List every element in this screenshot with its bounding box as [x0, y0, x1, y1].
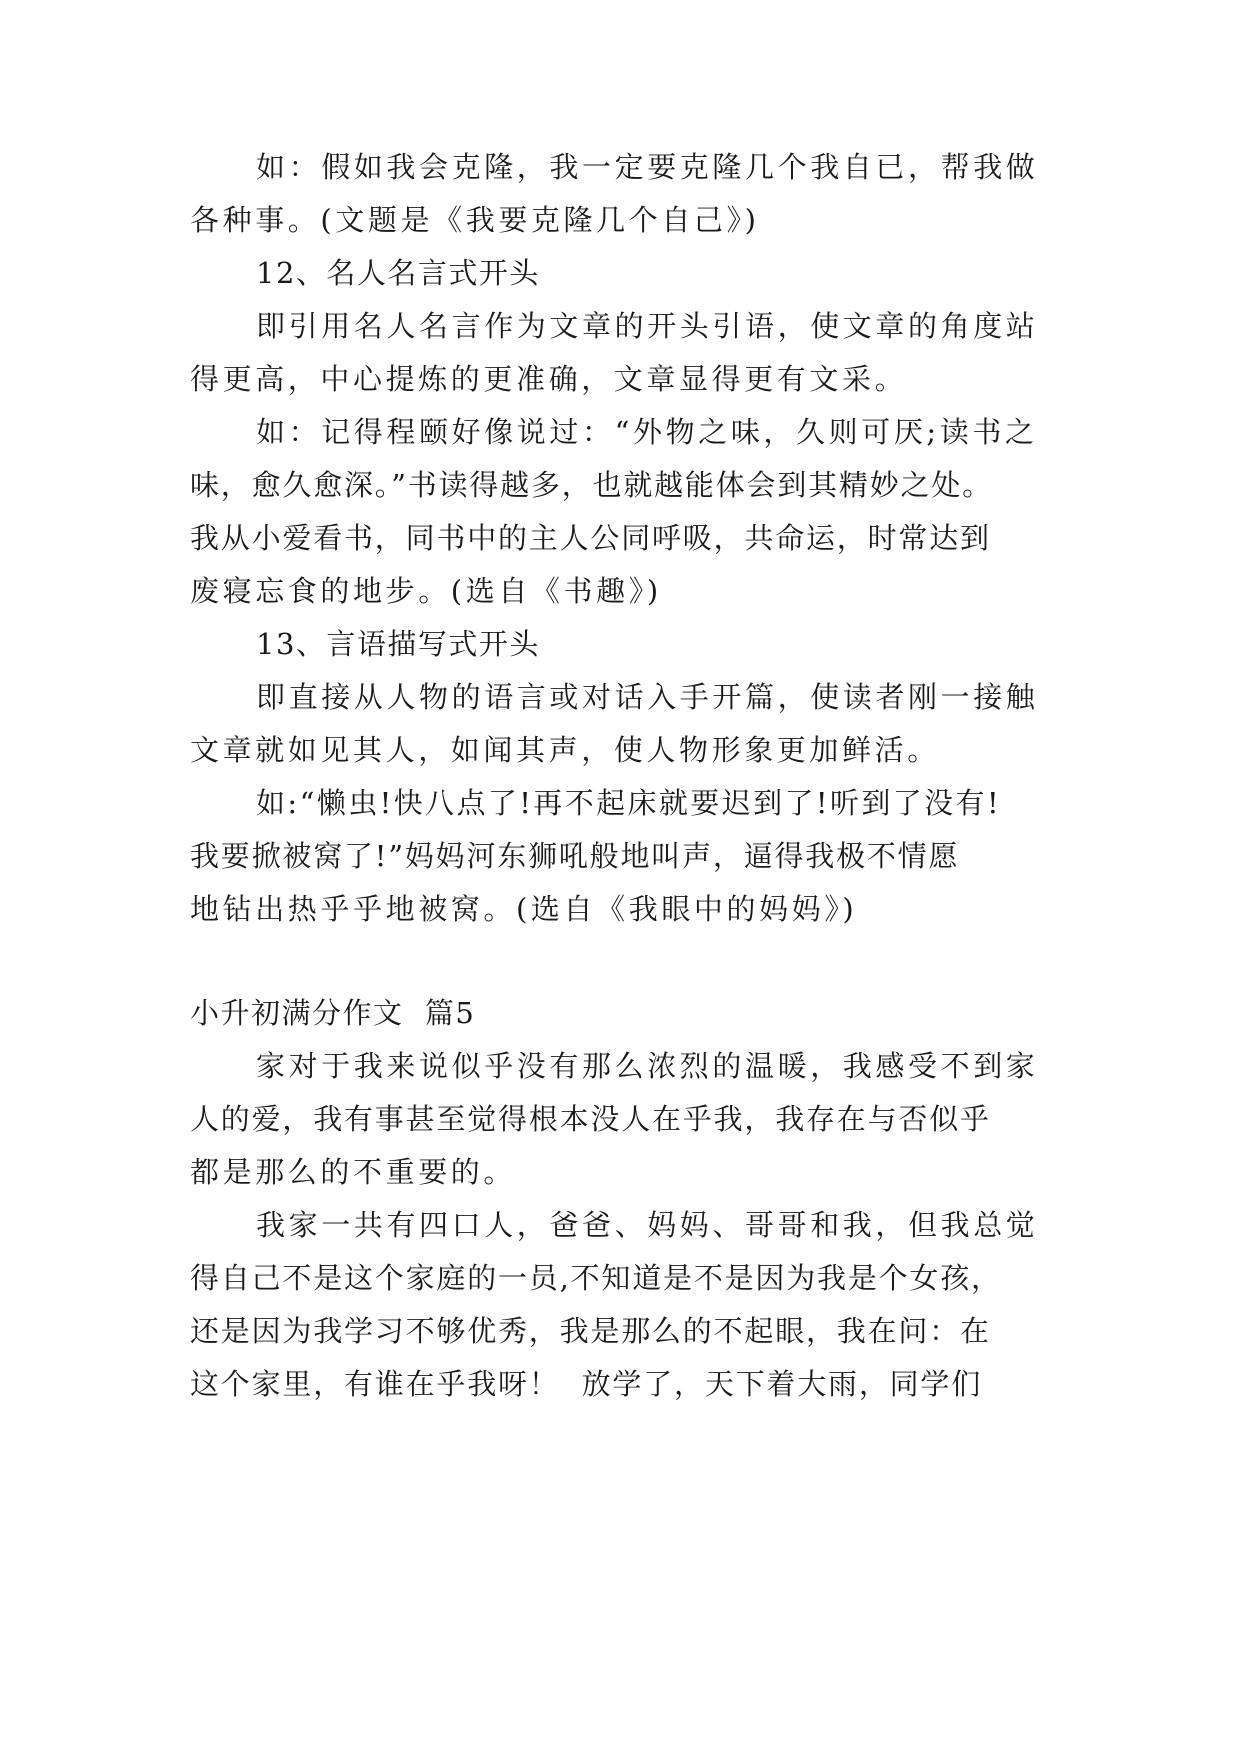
text-line: 都是那么的不重要的。 — [190, 1155, 517, 1189]
text-line: 地钻出热乎乎地被窝。(选自《我眼中的妈妈》) — [190, 892, 858, 926]
text-line: 人的爱，我有事甚至觉得根本没人在乎我，我存在与否似乎 — [190, 1102, 991, 1136]
text-line: 即引用名人名言作为文章的开头引语，使文章的角度站 — [256, 309, 1039, 343]
text-line: 还是因为我学习不够优秀，我是那么的不起眼，我在问：在 — [190, 1314, 991, 1348]
text-line: 得更高，中心提炼的更准确，文章显得更有文采。 — [190, 362, 908, 396]
text-line: 文章就如见其人，如闻其声，使人物形象更加鲜活。 — [190, 733, 940, 767]
text-line: 我家一共有四口人，爸爸、妈妈、哥哥和我，但我总觉 — [256, 1208, 1039, 1242]
text-line: 即直接从人物的语言或对话入手开篇，使读者刚一接触 — [256, 680, 1039, 714]
text-line: 家对于我来说似乎没有那么浓烈的温暖，我感受不到家 — [256, 1049, 1039, 1083]
text-line: 这个家里，有谁在乎我呀！ 放学了，天下着大雨，同学们 — [190, 1367, 983, 1401]
text-line: 如:“懒虫!快八点了!再不起床就要迟到了!听到了没有! — [256, 786, 1002, 820]
text-line: 得自己不是这个家庭的一员,不知道是不是因为我是个女孩， — [190, 1261, 1002, 1295]
text-line: 味，愈久愈深。”书读得越多，也就越能体会到其精妙之处。 — [190, 468, 993, 502]
text-line: 如：记得程颐好像说过：“外物之味，久则可厌;读书之 — [256, 415, 1038, 449]
article-title: 小升初满分作文 篇5 — [190, 996, 476, 1030]
text-line: 各种事。(文题是《我要克隆几个自己》) — [190, 203, 760, 237]
text-line: 废寝忘食的地步。(选自《书趣》) — [190, 574, 662, 608]
section-heading: 12、名人名言式开头 — [256, 256, 540, 290]
text-line: 我从小爱看书，同书中的主人公同呼吸，共命运，时常达到 — [190, 521, 991, 555]
section-heading: 13、言语描写式开头 — [256, 627, 540, 661]
text-line: 我要掀被窝了!”妈妈河东狮吼般地叫声，逼得我极不情愿 — [190, 839, 960, 873]
text-line: 如：假如我会克隆，我一定要克隆几个我自已，帮我做 — [256, 150, 1039, 184]
